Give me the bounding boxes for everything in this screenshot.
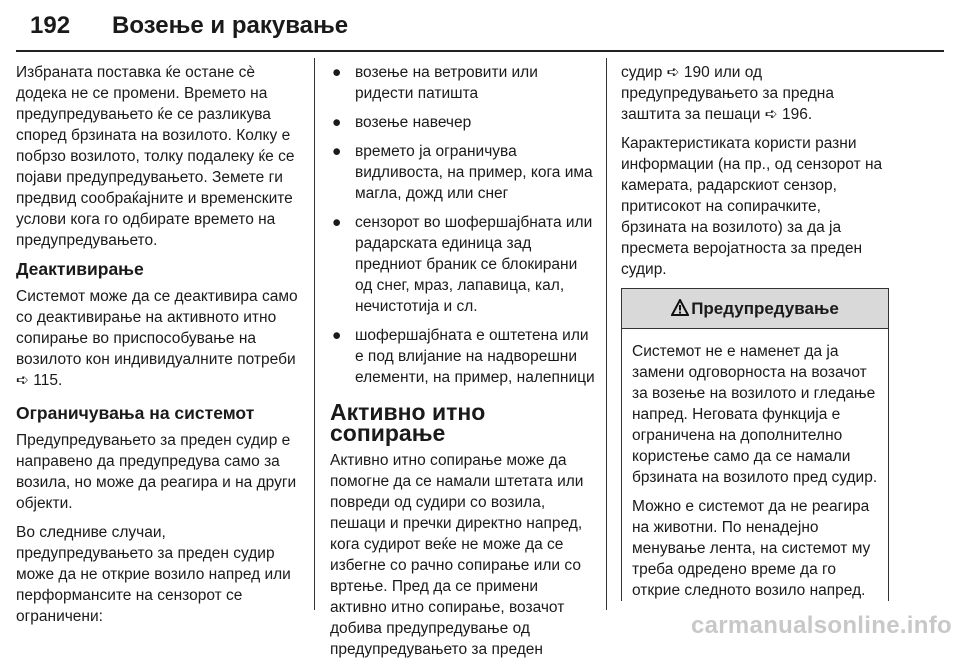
warning-box <box>621 288 889 601</box>
characteristics-paragraph: Карактеристиката користи разни информации (на пр., од сензорот на камерата, радарскиот сензор, притисокот на сопирачките, брзината на возилото) за да ја пресмета веројатноста за преден судир. <box>621 135 883 278</box>
deactivation-paragraph: Системот може да се деактивира само со деактивирање на активното итно сопирање во приспособување на возилото кон индивидуалните потреби ➪ 115. <box>16 288 298 389</box>
watermark: carmanualsonline.info <box>690 612 952 639</box>
warning-paragraph-1: Системот не е наменет да ја замени одговорноста на возачот за возење на возилото и гледање напред. Неговата функција е ограничена на дополнително користење само да се намали брзината на возилото пред судир. <box>632 343 878 486</box>
list-item <box>330 141 596 204</box>
column-1 <box>16 62 306 635</box>
bullet-icon: ● <box>332 143 342 160</box>
list-item-text: возење навечер <box>355 114 472 131</box>
column-divider-2 <box>606 58 607 610</box>
bullet-icon: ● <box>332 114 342 131</box>
column-2 <box>330 62 596 668</box>
list-item-text: шофершајбната е оштетена или е под влијание на надворешни елементи, на пример, налепници <box>355 327 595 386</box>
page-number: 192 <box>30 12 71 39</box>
warning-paragraph-2: Можно е системот да не реагира на животни. По ненадејно менување лента, на системот му треба одредено време да го открие следното возило напред. <box>632 498 871 599</box>
limits-heading: Ограничувања на системот <box>16 403 255 423</box>
list-item <box>330 325 596 388</box>
list-item <box>330 212 596 317</box>
column-3 <box>621 62 887 609</box>
deactivation-heading: Деактивирање <box>16 259 144 279</box>
continuation-paragraph: судир ➪ 190 или од предупредувањето за предна заштита за пешаци ➪ 196. <box>621 64 834 123</box>
list-item <box>330 62 596 104</box>
section-paragraph: Активно итно сопирање може да помогне да се намали штетата или повреди од судири со возила, пешаци и пречки директно напред, кога судирот веќе не може да се избегне со рачно сопирање или со вртење. Пред да се примени активно итно сопирање, возачот добива предупредување од предупредувањето за преден <box>330 452 584 658</box>
bullet-icon: ● <box>332 327 342 344</box>
conditions-list <box>330 62 596 388</box>
cases-paragraph: Во следниве случаи, предупредувањето за преден судир може да не открие возило напред или перформансите на сензорот се ограничени: <box>16 524 291 625</box>
limits-paragraph: Предупредувањето за преден судир е направено да предупредува само за возила, но може да реагира и на други објекти. <box>16 432 297 512</box>
list-item-text: возење на ветровити или ридести патишта <box>355 64 538 102</box>
page-title: Возење и ракување <box>112 12 349 39</box>
list-item-text: сензорот во шофершајбната или радарската единица зад предниот браник се блокирани од снег, мраз, лапавица, кал, нечистотија и сл. <box>355 214 593 315</box>
column-divider-1 <box>314 58 315 610</box>
bullet-icon: ● <box>332 214 342 231</box>
list-item-text: времето ја ограничува видливоста, на пример, кога има магла, дожд или снег <box>355 143 593 202</box>
section-heading: Активно итно сопирање <box>330 399 486 446</box>
warning-header <box>622 289 888 329</box>
intro-paragraph: Избраната поставка ќе остане сè додека не се промени. Времето на предупредувањето ќе се разликува според брзината на возилото. Колку е побрзо возилото, толку подалеку ќе се појави предупредувањето. Земете ги предвид сообраќајните и временските услови кога го одбирате времето на предупредувањето. <box>16 64 295 249</box>
list-item <box>330 112 596 133</box>
bullet-icon: ● <box>332 64 342 81</box>
page-header <box>16 6 944 52</box>
warning-triangle-icon <box>671 299 689 316</box>
warning-title: Предупредување <box>691 299 839 318</box>
warning-body <box>622 329 888 601</box>
